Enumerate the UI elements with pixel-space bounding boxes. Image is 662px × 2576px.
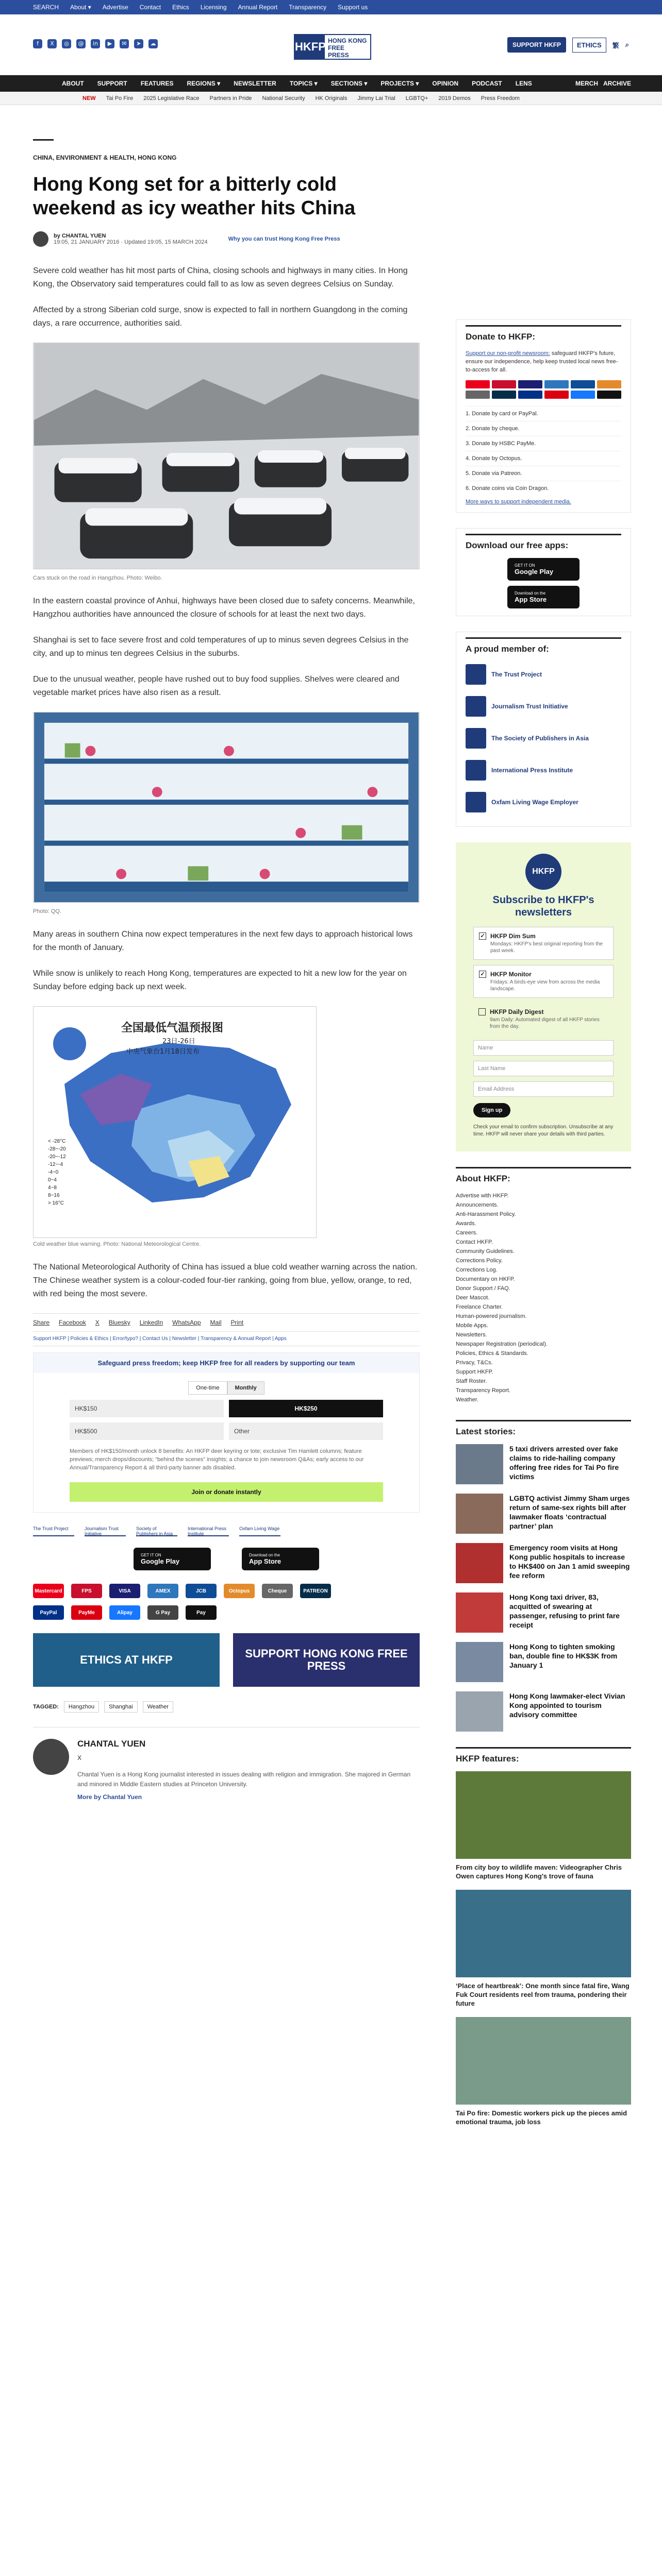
option-name: HKFP Monitor bbox=[490, 971, 532, 978]
about-link[interactable]: Corrections Log. bbox=[456, 1267, 498, 1273]
story-thumbnail bbox=[456, 1543, 503, 1583]
x-icon[interactable]: X bbox=[47, 39, 57, 48]
payme-logo: PayMe bbox=[71, 1605, 102, 1620]
alipay-icon bbox=[571, 391, 595, 399]
about-link[interactable]: Policies, Ethics & Standards. bbox=[456, 1350, 528, 1357]
main-navigation bbox=[0, 75, 662, 92]
amount-option[interactable]: HK$150 bbox=[70, 1400, 224, 1417]
nav-right bbox=[575, 80, 631, 87]
about-link[interactable]: Careers. bbox=[456, 1230, 478, 1236]
author-box bbox=[33, 1727, 420, 1801]
newsletter-option[interactable] bbox=[473, 965, 614, 998]
tag-link[interactable]: Weather bbox=[143, 1701, 173, 1713]
widget-title: A proud member of: bbox=[466, 637, 621, 654]
paragraph: While snow is unlikely to reach Hong Kong, temperatures are expected to hit a new low for the year on Sunday before edging back up next week. bbox=[33, 969, 407, 991]
tag-link[interactable]: Shanghai bbox=[104, 1701, 138, 1713]
apps-widget bbox=[456, 528, 631, 616]
paragraph: Many areas in southern China now expect temperatures in the next few days to approach historical lows for the month of January. bbox=[33, 930, 413, 952]
topbar-advertise[interactable]: Advertise bbox=[102, 4, 128, 11]
option-name: HKFP Dim Sum bbox=[490, 933, 536, 940]
article-meta bbox=[33, 231, 420, 247]
legend-item: -28~-20 bbox=[48, 1146, 66, 1152]
member-logo[interactable] bbox=[466, 693, 621, 719]
topic-link[interactable]: Jimmy Lai Trial bbox=[357, 95, 395, 101]
top-utility-bar bbox=[0, 0, 662, 14]
feature-image[interactable] bbox=[456, 1771, 631, 1859]
article-title: Hong Kong set for a bitterly cold weekend as icy weather hits China bbox=[33, 174, 356, 219]
story-thumbnail bbox=[456, 1642, 503, 1682]
story-item[interactable] bbox=[456, 1444, 631, 1484]
topbar-ethics[interactable]: Ethics bbox=[172, 4, 189, 11]
tags bbox=[33, 1701, 420, 1713]
legend-item: -12~-4 bbox=[48, 1162, 63, 1167]
mastercard-icon bbox=[466, 380, 490, 388]
amex-logo: AMEX bbox=[147, 1584, 178, 1598]
share-x[interactable]: X bbox=[95, 1319, 100, 1326]
topic-link[interactable]: 2025 Legislative Race bbox=[143, 95, 200, 101]
octopus-icon bbox=[597, 380, 621, 388]
chinese-language-link[interactable]: 繁 bbox=[612, 41, 619, 49]
instagram-icon[interactable]: ◎ bbox=[62, 39, 71, 48]
snow-cars-photo bbox=[33, 343, 420, 569]
about-link[interactable]: Newsletters. bbox=[456, 1332, 487, 1338]
store-small: Download on the bbox=[249, 1553, 280, 1557]
story-title: 5 taxi drivers arrested over fake claims to ride-hailing company offering free rides for Tai Po fire victims bbox=[509, 1445, 619, 1481]
option-desc: 9am Daily: Automated digest of all HKFP stories from the day. bbox=[490, 1017, 600, 1029]
donate-option[interactable]: 3. Donate by HSBC PayMe. bbox=[466, 436, 621, 451]
ipi-logo[interactable]: International Press Institute bbox=[188, 1526, 229, 1536]
option-desc: Fridays: A birds-eye view from across the media landscape. bbox=[490, 979, 600, 992]
share-whatsapp[interactable]: WhatsApp bbox=[172, 1319, 201, 1326]
store-name: Google Play bbox=[141, 1557, 180, 1565]
map-issuer: 中央气象台1月18日发布 bbox=[126, 1048, 200, 1056]
payment-icons bbox=[466, 380, 621, 399]
option-name: HKFP Daily Digest bbox=[490, 1008, 544, 1015]
x-icon[interactable]: X bbox=[77, 1754, 82, 1761]
about-link[interactable]: Transparency Report. bbox=[456, 1387, 510, 1394]
jcb-logo: JCB bbox=[186, 1584, 217, 1598]
app-store-button[interactable] bbox=[242, 1548, 319, 1570]
donate-intro bbox=[466, 349, 621, 374]
legend-item: < -28°C bbox=[48, 1139, 66, 1144]
donate-option[interactable]: 4. Donate by Octopus. bbox=[466, 451, 621, 466]
support-promo[interactable]: SUPPORT HONG KONG FREE PRESS bbox=[233, 1633, 420, 1687]
about-widget bbox=[456, 1167, 631, 1404]
topic-link[interactable]: HK Originals bbox=[315, 95, 347, 101]
widget-title: Download our free apps: bbox=[466, 534, 621, 551]
map-title: 全国最低气温预报图 bbox=[121, 1022, 224, 1035]
newsletter-option[interactable] bbox=[473, 1003, 614, 1035]
about-link[interactable]: Privacy, T&Cs. bbox=[456, 1360, 493, 1366]
legend-item: 0~4 bbox=[48, 1177, 57, 1183]
legend-item: -20~-12 bbox=[48, 1154, 66, 1160]
store-small: GET IT ON bbox=[141, 1553, 161, 1557]
paragraph: Affected by a strong Siberian cold surge, snow is expected to fall in northern Guangdong in the coming days, a rare occurrence, authorities said. bbox=[33, 306, 408, 328]
topbar-search[interactable]: SEARCH bbox=[33, 4, 59, 11]
story-title: Hong Kong taxi driver, 83, acquitted of swearing at passenger, refusing to print fare receipt bbox=[509, 1593, 620, 1629]
share-bluesky[interactable]: Bluesky bbox=[108, 1319, 130, 1326]
trust-project-icon bbox=[466, 664, 486, 685]
donate-option[interactable]: 5. Donate via Patreon. bbox=[466, 466, 621, 481]
nav-features[interactable]: FEATURES bbox=[140, 80, 174, 87]
hkfp-logo[interactable] bbox=[294, 34, 371, 60]
email-icon[interactable]: ✉ bbox=[120, 39, 129, 48]
alipay-logo: Alipay bbox=[109, 1605, 140, 1620]
newsletter-option[interactable] bbox=[473, 927, 614, 960]
membership-note: Members of HK$150/month unlock 8 benefits: An HKFP deer keyring or tote; exclusive Tim Hamlett columns; feature previews; merch drops/discounts; “behind the scenes” insights; a chance to join newsroom Q&As; early access to our Annual/Transparency Report & all third-party banner ads disabled. bbox=[70, 1448, 364, 1471]
ethics-link[interactable]: ETHICS bbox=[572, 38, 606, 53]
paypal-icon bbox=[518, 391, 542, 399]
map-subtitle: 23日-26日 bbox=[162, 1038, 195, 1045]
topic-link[interactable]: Partners in Pride bbox=[209, 95, 252, 101]
amount-option-other[interactable]: Other bbox=[229, 1422, 383, 1440]
photo-caption: Cold weather blue warning. Photo: National Meteorological Centre. bbox=[33, 1241, 201, 1247]
tag-link[interactable]: Hangzhou bbox=[64, 1701, 99, 1713]
nav-regions[interactable]: REGIONS ▾ bbox=[187, 80, 221, 87]
partner-logos bbox=[33, 1526, 420, 1536]
story-item[interactable] bbox=[456, 1691, 631, 1732]
option-desc: Mondays: HKFP's best original reporting from the past week. bbox=[490, 941, 603, 954]
topbar-contact[interactable]: Contact bbox=[139, 4, 161, 11]
feature-title[interactable]: Tai Po fire: Domestic workers pick up the pieces amid emotional trauma, job loss bbox=[456, 2109, 627, 2126]
more-by-author-link[interactable]: More by Chantal Yuen bbox=[77, 1793, 142, 1801]
member-name: The Trust Project bbox=[491, 671, 542, 678]
visa-logo: VISA bbox=[109, 1584, 140, 1598]
frequency-tabs bbox=[34, 1381, 419, 1395]
story-thumbnail bbox=[456, 1592, 503, 1633]
donation-box bbox=[33, 1352, 420, 1513]
share-linkedin[interactable]: LinkedIn bbox=[139, 1319, 163, 1326]
nav-newsletter[interactable]: NEWSLETTER bbox=[234, 80, 276, 87]
app-store-buttons bbox=[33, 1548, 420, 1570]
amount-option-selected[interactable]: HK$250 bbox=[229, 1400, 383, 1417]
about-link[interactable]: Announcements. bbox=[456, 1202, 499, 1208]
legend-item: > 16°C bbox=[48, 1200, 64, 1206]
feature-image[interactable] bbox=[456, 1890, 631, 1977]
member-logo[interactable] bbox=[466, 789, 621, 815]
about-link[interactable]: Contact HKFP. bbox=[456, 1239, 493, 1245]
paragraph: In the eastern coastal province of Anhui, highways have been closed due to safety concerns. Meanwhile, Hangzhou authorities have announced the closure of schools for at least the next two days. bbox=[33, 597, 415, 619]
tagged-label: TAGGED: bbox=[33, 1704, 59, 1710]
member-name: International Press Institute bbox=[491, 767, 573, 774]
article bbox=[33, 139, 420, 1801]
more-ways-link[interactable]: More ways to support independent media. bbox=[466, 499, 571, 505]
topbar-support[interactable]: Support us bbox=[338, 4, 368, 11]
cheque-logo: Cheque bbox=[262, 1584, 293, 1598]
author-name[interactable]: CHANTAL YUEN bbox=[77, 1739, 146, 1749]
story-title: Emergency room visits at Hong Kong public hospitals to increase to HK$400 on Jan 1 amid sweeping fee reform bbox=[509, 1544, 630, 1580]
topic-link[interactable]: LGBTQ+ bbox=[405, 95, 428, 101]
feature-title[interactable]: ‘Place of heartbreak’: One month since fatal fire, Wang Fuk Court residents reel from trauma, pondering their future bbox=[456, 1982, 630, 2007]
story-item[interactable] bbox=[456, 1543, 631, 1583]
about-links bbox=[456, 1191, 631, 1404]
footer-links[interactable]: Support HKFP | Policies & Ethics | Error/typo? | Contact Us | Newsletter | Transparency & Annual Report | Apps bbox=[33, 1332, 420, 1346]
bluesky-icon[interactable]: ☁ bbox=[148, 39, 158, 48]
sopa-logo[interactable]: Society of Publishers in Asia bbox=[136, 1526, 177, 1536]
about-link[interactable]: Staff Roster. bbox=[456, 1378, 487, 1384]
donate-intro-link[interactable]: Support our non-profit newsroom: bbox=[466, 350, 550, 357]
publish-dates: 19:05, 21 JANUARY 2016 · Updated 19:05, 15 MARCH 2024 bbox=[54, 239, 208, 245]
header-actions bbox=[507, 37, 629, 53]
member-logo[interactable] bbox=[466, 725, 621, 751]
donate-options bbox=[466, 406, 621, 496]
promo-banners bbox=[33, 1633, 420, 1687]
about-link[interactable]: Donor Support / FAQ. bbox=[456, 1285, 510, 1292]
share-print[interactable]: Print bbox=[230, 1319, 244, 1326]
google-play-button[interactable] bbox=[507, 558, 580, 581]
amex-icon bbox=[544, 380, 569, 388]
paragraph: The National Meteorological Authority of China has issued a blue cold weather warning across the nation. The Chinese weather system is a colour-coded four-tier ranking, going from blue, yellow, orange, to red, with red being the most severe. bbox=[33, 1263, 418, 1298]
member-name: Journalism Trust Initiative bbox=[491, 703, 568, 710]
about-link[interactable]: Weather. bbox=[456, 1397, 478, 1403]
ipi-icon bbox=[466, 760, 486, 781]
tab-monthly[interactable]: Monthly bbox=[227, 1381, 264, 1395]
nav-archive[interactable]: ARCHIVE bbox=[603, 80, 631, 87]
nav-support[interactable]: SUPPORT bbox=[97, 80, 127, 87]
topic-link[interactable]: 2019 Demos bbox=[438, 95, 471, 101]
oxfam-icon bbox=[466, 792, 486, 812]
widget-title: Donate to HKFP: bbox=[466, 325, 621, 342]
nav-topics[interactable]: TOPICS ▾ bbox=[289, 80, 318, 87]
about-link[interactable]: Deer Mascot. bbox=[456, 1295, 490, 1301]
patreon-logo: PATREON bbox=[300, 1584, 331, 1598]
paragraph: Shanghai is set to face severe frost and cold temperatures of up to minus seven degrees Celsius in the city, and up to minus ten degrees Celsius in the suburbs. bbox=[33, 636, 409, 658]
photo-caption: Cars stuck on the road in Hangzhou. Photo: Weibo. bbox=[33, 575, 162, 581]
share-facebook[interactable]: Facebook bbox=[59, 1319, 86, 1326]
divider bbox=[33, 139, 54, 141]
octopus-logo: Octopus bbox=[224, 1584, 255, 1598]
visa-icon bbox=[518, 380, 542, 388]
topbar-annual-report[interactable]: Annual Report bbox=[238, 4, 278, 11]
app-store-button[interactable] bbox=[507, 586, 580, 608]
checkbox[interactable] bbox=[478, 1008, 486, 1015]
amount-option[interactable]: HK$500 bbox=[70, 1422, 224, 1440]
threads-icon[interactable]: @ bbox=[76, 39, 86, 48]
member-logo[interactable] bbox=[466, 662, 621, 687]
member-name: Oxfam Living Wage Employer bbox=[491, 799, 578, 806]
store-name: App Store bbox=[515, 596, 547, 603]
facebook-icon[interactable]: f bbox=[33, 39, 42, 48]
jti-icon bbox=[466, 696, 486, 717]
sopa-icon bbox=[466, 728, 486, 749]
applepay-icon bbox=[597, 391, 621, 399]
author-bio: Chantal Yuen is a Hong Kong journalist interested in issues dealing with religion and immigration. She majored in German and minored in Middle Eastern studies at Princeton University. bbox=[77, 1771, 411, 1788]
topbar-licensing[interactable]: Licensing bbox=[200, 4, 227, 11]
donate-widget bbox=[456, 319, 631, 513]
membership-widget bbox=[456, 632, 631, 827]
donate-intro-text: safeguard HKFP's future, ensure our independence, help keep trusted local news free-to-access for all. bbox=[466, 350, 618, 373]
store-name: Google Play bbox=[515, 568, 554, 575]
amount-options bbox=[34, 1400, 419, 1440]
trust-project-logo[interactable]: The Trust Project bbox=[33, 1526, 74, 1536]
avatar[interactable] bbox=[33, 1739, 69, 1775]
checkbox[interactable]: ✓ bbox=[479, 933, 486, 940]
nav-opinion[interactable]: OPINION bbox=[432, 80, 459, 87]
topic-link[interactable]: Tai Po Fire bbox=[106, 95, 134, 101]
paragraph: Due to the unusual weather, people have rushed out to buy food supplies. Shelves were cleared and vegetable market prices have also risen as a result. bbox=[33, 675, 400, 697]
story-item[interactable] bbox=[456, 1494, 631, 1534]
feature-title[interactable]: From city boy to wildlife maven: Videographer Chris Owen captures Hong Kong's trove of fauna bbox=[456, 1863, 622, 1880]
join-donate-button[interactable]: Join or donate instantly bbox=[70, 1482, 383, 1502]
about-link[interactable]: Awards. bbox=[456, 1221, 476, 1227]
fps-icon bbox=[492, 380, 516, 388]
story-item[interactable] bbox=[456, 1642, 631, 1682]
search-icon[interactable]: ⌕ bbox=[625, 41, 629, 49]
share-mail[interactable]: Mail bbox=[210, 1319, 222, 1326]
fps-logo: FPS bbox=[71, 1584, 102, 1598]
cheque-icon bbox=[466, 391, 490, 399]
widget-title: Latest stories: bbox=[456, 1420, 631, 1437]
store-name: App Store bbox=[249, 1557, 282, 1565]
gpay-logo: G Pay bbox=[147, 1605, 178, 1620]
feature-image[interactable] bbox=[456, 2017, 631, 2105]
share-label[interactable]: Share bbox=[33, 1319, 50, 1326]
by-label: by bbox=[54, 233, 60, 239]
share-bar bbox=[33, 1313, 420, 1332]
about-link[interactable]: Freelance Charter. bbox=[456, 1304, 503, 1310]
sidebar bbox=[456, 319, 631, 2136]
map-legend bbox=[46, 1136, 68, 1209]
new-label: NEW bbox=[82, 95, 96, 101]
nav-about[interactable]: ABOUT bbox=[62, 80, 84, 87]
nav-lens[interactable]: LENS bbox=[515, 80, 532, 87]
about-link[interactable]: Support HKFP. bbox=[456, 1369, 493, 1375]
topic-link[interactable]: National Security bbox=[262, 95, 305, 101]
store-small: Download on the bbox=[515, 591, 546, 596]
topbar-transparency[interactable]: Transparency bbox=[289, 4, 327, 11]
donate-option[interactable]: 1. Donate by card or PayPal. bbox=[466, 406, 621, 421]
about-link[interactable]: Corrections Policy. bbox=[456, 1258, 503, 1264]
logo-short: HKFP bbox=[295, 35, 325, 59]
nav-sections[interactable]: SECTIONS ▾ bbox=[330, 80, 368, 87]
photo-caption: Photo: QQ. bbox=[33, 908, 62, 914]
topic-link[interactable]: Press Freedom bbox=[481, 95, 520, 101]
tab-one-time[interactable]: One-time bbox=[188, 1381, 227, 1395]
donation-banner[interactable]: Safeguard press freedom; keep HKFP free for all readers by supporting our team bbox=[34, 1353, 419, 1373]
legend-item: 8~16 bbox=[48, 1193, 60, 1198]
applepay-logo: Pay bbox=[186, 1605, 217, 1620]
member-logo[interactable] bbox=[466, 757, 621, 783]
member-name: The Society of Publishers in Asia bbox=[491, 735, 589, 742]
google-play-button[interactable] bbox=[134, 1548, 211, 1570]
author-link[interactable]: CHANTAL YUEN bbox=[61, 233, 106, 239]
payme-icon bbox=[544, 391, 569, 399]
logo-name: HONG KONG FREE PRESS bbox=[328, 37, 367, 59]
trending-topics-bar bbox=[0, 92, 662, 105]
story-title: Hong Kong lawmaker-elect Vivian Kong appointed to tourism advisory committee bbox=[509, 1692, 625, 1719]
signup-button[interactable]: Sign up bbox=[473, 1103, 510, 1117]
empty-shelves-photo bbox=[33, 712, 420, 903]
jcb-icon bbox=[571, 380, 595, 388]
hkfp-circle-logo: HKFP bbox=[525, 854, 561, 890]
store-small: GET IT ON bbox=[515, 563, 535, 568]
site-header bbox=[0, 14, 662, 75]
story-thumbnail bbox=[456, 1494, 503, 1534]
social-icons bbox=[33, 39, 158, 48]
story-item[interactable] bbox=[456, 1592, 631, 1633]
features-widget bbox=[456, 1747, 631, 2126]
nav-projects[interactable]: PROJECTS ▾ bbox=[380, 80, 419, 87]
email-input[interactable]: Email Address bbox=[473, 1081, 614, 1097]
legend-item: 4~8 bbox=[48, 1185, 57, 1191]
about-link[interactable]: Mobile Apps. bbox=[456, 1323, 488, 1329]
donate-option[interactable]: 2. Donate by cheque. bbox=[466, 421, 621, 436]
paypal-logo: PayPal bbox=[33, 1605, 64, 1620]
patreon-icon bbox=[492, 391, 516, 399]
topbar-about[interactable]: About ▾ bbox=[70, 4, 91, 11]
about-link[interactable]: Human-powered journalism. bbox=[456, 1313, 527, 1319]
telegram-icon[interactable]: ➤ bbox=[134, 39, 143, 48]
ethics-promo[interactable]: ETHICS AT HKFP bbox=[33, 1633, 220, 1687]
temperature-map bbox=[33, 1006, 317, 1238]
story-title: LGBTQ activist Jimmy Sham urges return of same-sex rights bill after lawmaker floats ‘contractual partner’ plan bbox=[509, 1494, 630, 1530]
article-category[interactable]: CHINA, ENVIRONMENT & HEALTH, HONG KONG bbox=[33, 154, 177, 161]
newsletter-fine-print: Check your email to confirm subscription. Unsubscribe at any time. HKFP will never share your details with third parties. bbox=[473, 1124, 614, 1137]
last-name-input[interactable]: Last Name bbox=[473, 1061, 614, 1076]
about-link[interactable]: Community Guidelines. bbox=[456, 1248, 515, 1255]
about-link[interactable]: Documentary on HKFP. bbox=[456, 1276, 515, 1282]
story-thumbnail bbox=[456, 1691, 503, 1732]
nav-podcast[interactable]: PODCAST bbox=[472, 80, 502, 87]
checkbox[interactable]: ✓ bbox=[479, 971, 486, 978]
about-link[interactable]: Anti-Harassment Policy. bbox=[456, 1211, 516, 1217]
latest-stories-widget bbox=[456, 1420, 631, 1732]
newsletter-title: Subscribe to HKFP's newsletters bbox=[492, 894, 594, 918]
avatar[interactable] bbox=[33, 231, 48, 247]
newsletter-widget bbox=[456, 842, 631, 1151]
about-link[interactable]: Advertise with HKFP. bbox=[456, 1193, 509, 1199]
widget-title: HKFP features: bbox=[456, 1747, 631, 1764]
about-link[interactable]: Newspaper Registration (periodical). bbox=[456, 1341, 548, 1347]
paragraph: Severe cold weather has hit most parts of China, closing schools and highways in many cities. In Hong Kong, the Observatory said temperatures could fall to as low as seven degrees Celsius on Sunday. bbox=[33, 266, 408, 289]
story-thumbnail bbox=[456, 1444, 503, 1484]
oxfam-logo[interactable]: Oxfam Living Wage bbox=[239, 1526, 280, 1536]
linkedin-icon[interactable]: in bbox=[91, 39, 100, 48]
youtube-icon[interactable]: ▶ bbox=[105, 39, 114, 48]
nav-merch[interactable]: MERCH bbox=[575, 80, 598, 87]
legend-item: -4~0 bbox=[48, 1170, 59, 1175]
donate-option[interactable]: 6. Donate coins via Coin Dragon. bbox=[466, 481, 621, 496]
payment-logos bbox=[33, 1584, 332, 1620]
trust-link[interactable]: Why you can trust Hong Kong Free Press bbox=[228, 236, 340, 242]
support-hkfp-button[interactable]: SUPPORT HKFP bbox=[507, 37, 566, 53]
widget-title: About HKFP: bbox=[456, 1167, 631, 1184]
mastercard-logo: Mastercard bbox=[33, 1584, 64, 1598]
story-title: Hong Kong to tighten smoking ban, double fine to HK$3K from January 1 bbox=[509, 1642, 618, 1669]
jti-logo[interactable]: Journalism Trust Initiative bbox=[85, 1526, 126, 1536]
name-input[interactable]: Name bbox=[473, 1040, 614, 1056]
